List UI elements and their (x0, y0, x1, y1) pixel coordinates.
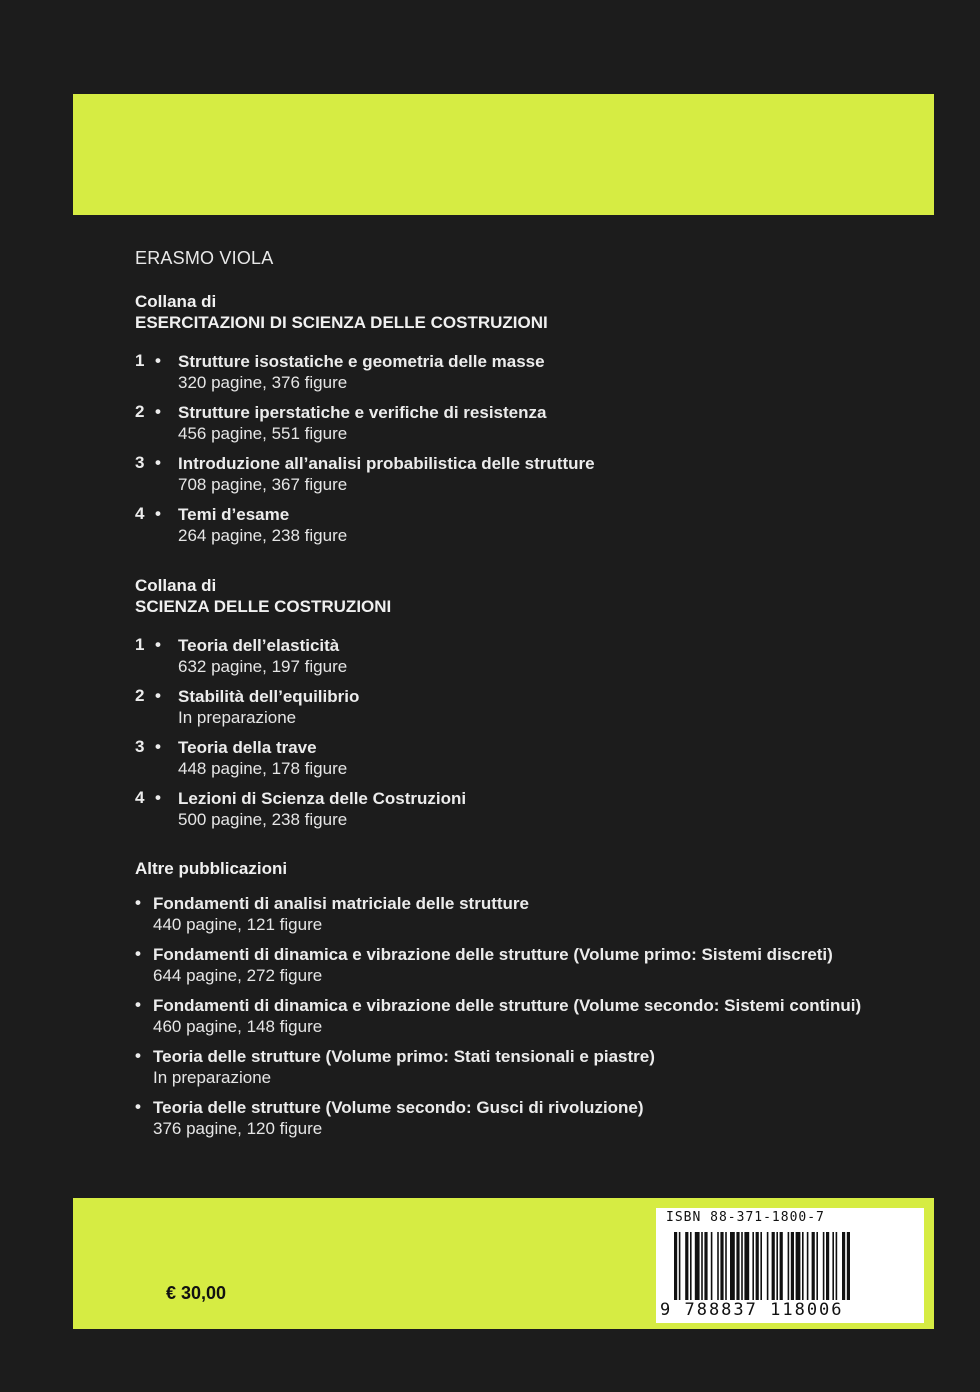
list-item (135, 635, 915, 677)
list-item (135, 686, 915, 728)
top-color-band (73, 94, 934, 215)
item-number: 3 (135, 453, 145, 472)
item-title: Fondamenti di analisi matriciale delle strutture (153, 894, 529, 913)
barcode-panel (656, 1208, 924, 1323)
list-item (135, 995, 915, 1037)
item-number: 1 (135, 351, 145, 370)
item-meta: In preparazione (178, 708, 297, 727)
isbn-text: ISBN 88-371-1800-7 (666, 1210, 825, 1225)
list-item (135, 1097, 915, 1139)
item-meta: 448 pagine, 178 figure (178, 759, 348, 778)
bullet-icon: • (135, 995, 141, 1014)
item-title: Temi d’esame (178, 505, 290, 524)
bullet-icon: • (135, 893, 141, 912)
item-meta: 320 pagine, 376 figure (178, 373, 348, 392)
series-name: SCIENZA DELLE COSTRUZIONI (135, 597, 392, 616)
item-title: Fondamenti di dinamica e vibrazione delle strutture (Volume primo: Sistemi discreti) (153, 945, 833, 964)
item-title: Teoria delle strutture (Volume secondo: Gusci di rivoluzione) (153, 1098, 644, 1117)
item-title: Lezioni di Scienza delle Costruzioni (178, 789, 467, 808)
series-esercitazioni (135, 291, 915, 546)
cover-content (135, 248, 915, 1148)
item-title: Teoria dell’elasticità (178, 636, 340, 655)
ean-number: 9 788837 118006 (660, 1300, 844, 1320)
item-number: 2 (135, 402, 145, 421)
series-name: ESERCITAZIONI DI SCIENZA DELLE COSTRUZIONI (135, 313, 548, 332)
barcode-icon (674, 1232, 906, 1300)
item-meta: 264 pagine, 238 figure (178, 526, 348, 545)
list-item (135, 351, 915, 393)
item-number: 1 (135, 635, 145, 654)
bullet-icon: • (135, 944, 141, 963)
item-title: Strutture isostatiche e geometria delle masse (178, 352, 545, 371)
item-title: Fondamenti di dinamica e vibrazione delle strutture (Volume secondo: Sistemi continui) (153, 996, 862, 1015)
item-meta: 632 pagine, 197 figure (178, 657, 348, 676)
series-intro: Collana di (135, 292, 217, 311)
item-title: Stabilità dell’equilibrio (178, 687, 360, 706)
item-title: Teoria delle strutture (Volume primo: Stati tensionali e piastre) (153, 1047, 655, 1066)
item-meta: 644 pagine, 272 figure (153, 966, 323, 985)
series-scienza (135, 575, 915, 830)
author-name: ERASMO VIOLA (135, 248, 274, 268)
item-title: Strutture iperstatiche e verifiche di resistenza (178, 403, 547, 422)
series-intro: Collana di (135, 576, 217, 595)
bottom-color-band (73, 1198, 934, 1329)
bullet-icon: • (155, 635, 161, 654)
bullet-icon: • (155, 686, 161, 705)
list-item (135, 944, 915, 986)
bullet-icon: • (135, 1097, 141, 1116)
price-label: € 30,00 (166, 1283, 227, 1303)
bullet-icon: • (155, 737, 161, 756)
bullet-icon: • (155, 788, 161, 807)
other-publications (135, 859, 915, 1139)
item-number: 3 (135, 737, 145, 756)
item-meta: 440 pagine, 121 figure (153, 915, 323, 934)
item-number: 2 (135, 686, 145, 705)
item-meta: 456 pagine, 551 figure (178, 424, 348, 443)
bullet-icon: • (155, 351, 161, 370)
other-heading: Altre pubblicazioni (135, 859, 288, 878)
list-item (135, 737, 915, 779)
list-item (135, 504, 915, 546)
bullet-icon: • (155, 504, 161, 523)
list-item (135, 788, 915, 830)
item-meta: In preparazione (153, 1068, 272, 1087)
item-number: 4 (135, 504, 145, 523)
bullet-icon: • (155, 402, 161, 421)
item-meta: 460 pagine, 148 figure (153, 1017, 323, 1036)
item-title: Teoria della trave (178, 738, 317, 757)
list-item (135, 893, 915, 935)
item-title: Introduzione all’analisi probabilistica delle strutture (178, 454, 595, 473)
item-meta: 708 pagine, 367 figure (178, 475, 348, 494)
list-item (135, 1046, 915, 1088)
list-item (135, 453, 915, 495)
item-meta: 376 pagine, 120 figure (153, 1119, 323, 1138)
item-meta: 500 pagine, 238 figure (178, 810, 348, 829)
bullet-icon: • (155, 453, 161, 472)
bullet-icon: • (135, 1046, 141, 1065)
item-number: 4 (135, 788, 145, 807)
list-item (135, 402, 915, 444)
